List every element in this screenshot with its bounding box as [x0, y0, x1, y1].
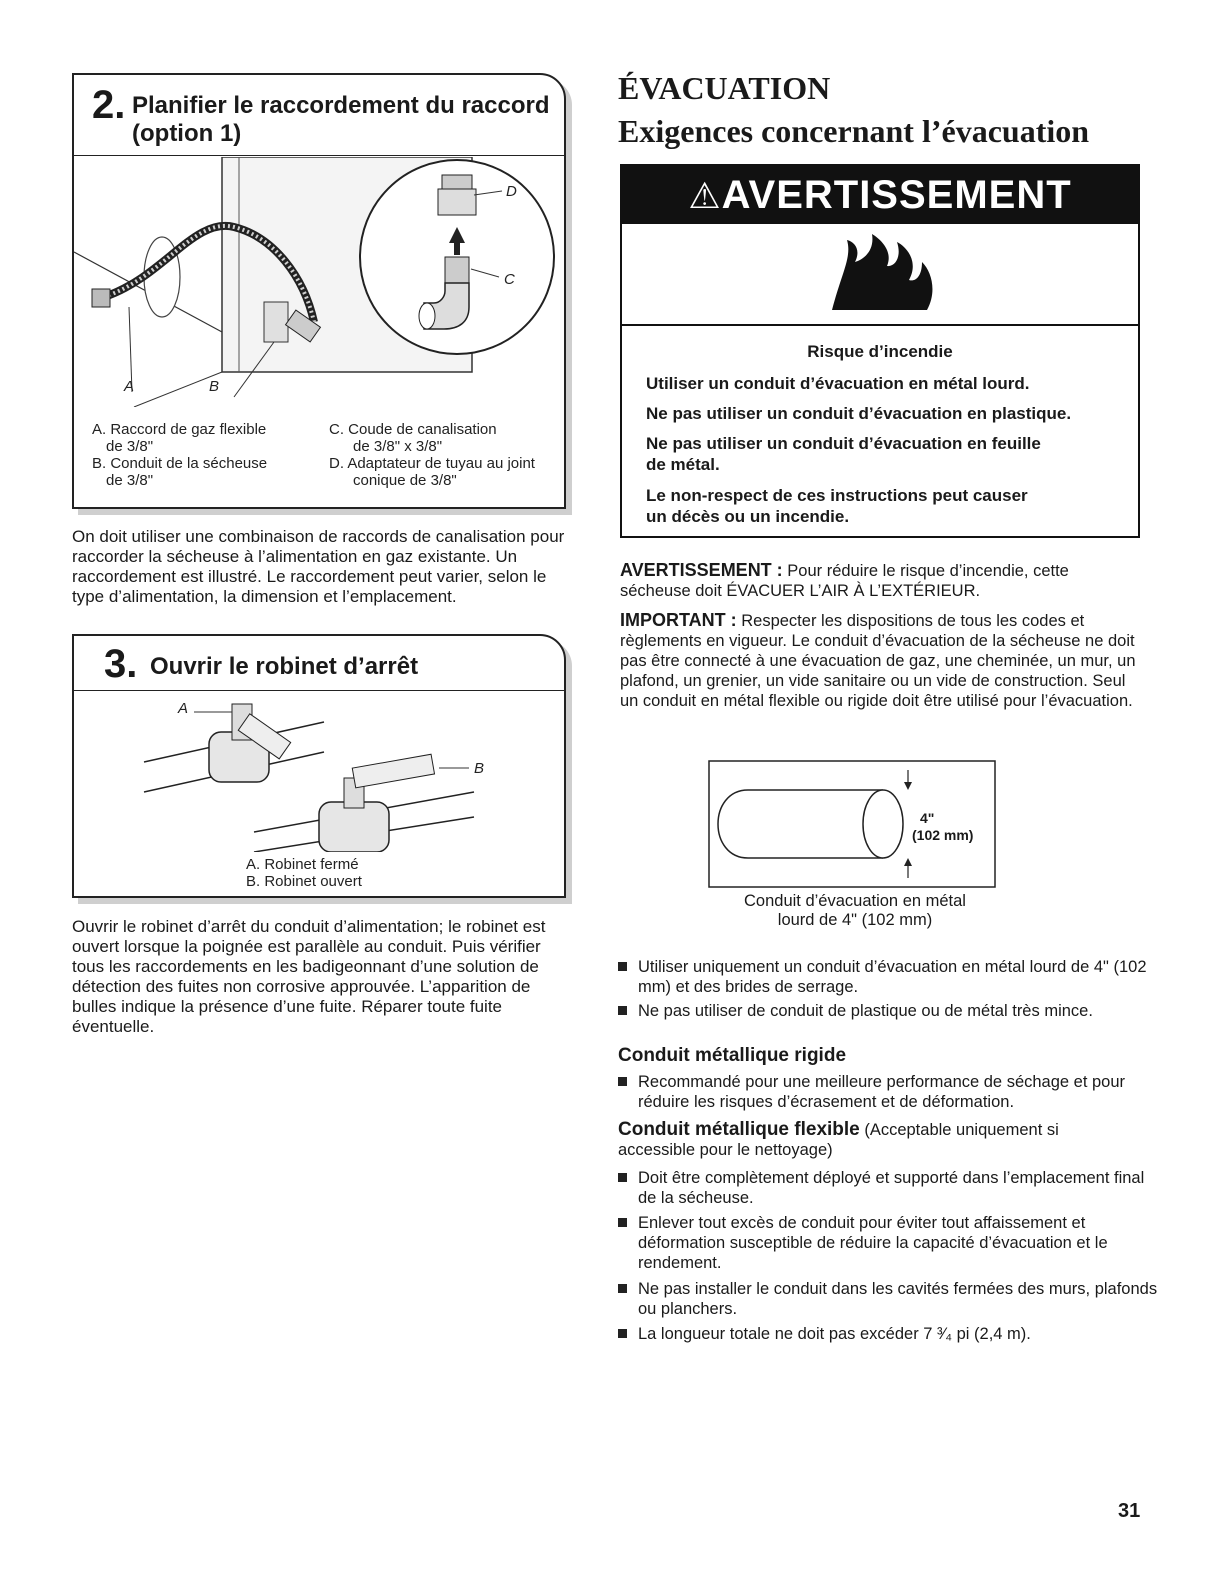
bullet-square-icon	[618, 1284, 627, 1293]
legend-closed-valve: A. Robinet fermé	[246, 856, 359, 873]
flex-bullet-2	[618, 1213, 1158, 1273]
bullet-text: Doit être complètement déployé et supporté dans l’emplacement final de la sécheuse.	[638, 1169, 1145, 1207]
duct-dimension-mm: (102 mm)	[912, 827, 974, 843]
section-title: ÉVACUATION	[618, 70, 831, 106]
legend-item-d: D. Adaptateur de tuyau au joint	[329, 455, 535, 472]
bullet-square-icon	[618, 962, 627, 971]
callout-valve-b: B	[474, 760, 485, 777]
warning-line-4b: un décès ou un incendie.	[646, 507, 850, 526]
duct-diagram	[708, 760, 998, 890]
important-label: IMPORTANT :	[620, 610, 737, 630]
rigid-duct-heading: Conduit métallique rigide	[618, 1045, 847, 1066]
callout-a: A	[124, 378, 135, 395]
legend-item-a-size: de 3/8"	[106, 438, 154, 455]
warning-risk: Risque d’incendie	[807, 342, 953, 361]
step-2-legend-right	[329, 421, 535, 489]
step-2-paragraph: On doit utiliser une combinaison de raccords de canalisation pour raccorder la sécheuse à l’alimentation en gaz existante. Un raccordement est illustré. Le raccordement peut varier, selon le type d’alimentation, la dimension et l’emplacement.	[72, 527, 565, 606]
warning-line-3b: de métal.	[646, 455, 720, 474]
step-3-number: 3.	[104, 642, 138, 686]
step-3-title: Ouvrir le robinet d’arrêt	[150, 653, 419, 680]
callout-c: C	[504, 271, 515, 288]
flex-bullet-3	[618, 1279, 1158, 1319]
warning-divider	[622, 324, 1138, 326]
duct-caption-2: lourd de 4" (102 mm)	[777, 911, 933, 929]
flex-bullet-1	[618, 1168, 1158, 1208]
step-3-header	[74, 636, 564, 691]
page-number: 31	[1118, 1500, 1141, 1522]
duct-caption-1: Conduit d’évacuation en métal	[744, 892, 966, 910]
step-3-paragraph: Ouvrir le robinet d’arrêt du conduit d’alimentation; le robinet est ouvert lorsque la poignée est parallèle au conduit. Puis vérifier tous les raccordements en les badigeonnant d’une solution de détection des fuites non corrosive approuvée. L’apparition de bulles indique la présence d’une fuite. Réparer toute fuite éventuelle.	[72, 917, 546, 1036]
important-paragraph	[620, 610, 1145, 711]
bullet-square-icon	[618, 1077, 627, 1086]
warning-banner-text: AVERTISSEMENT	[721, 173, 1072, 217]
warning-box	[620, 164, 1140, 538]
bullet-square-icon	[618, 1329, 627, 1338]
bullet-square-icon	[618, 1218, 627, 1227]
legend-item-b: B. Conduit de la sécheuse	[92, 455, 268, 472]
warning-banner	[622, 166, 1138, 224]
shutoff-valve-illustration	[74, 692, 560, 852]
step-2-title-line2: (option 1)	[132, 120, 242, 147]
bullet-square-icon	[618, 1006, 627, 1015]
duct-bullet-2	[618, 1001, 1158, 1021]
legend-item-c-size: de 3/8" x 3/8"	[353, 438, 443, 455]
bullet-text: Recommandé pour une meilleure performance de séchage et pour réduire les risques d’écrasement et de déformation.	[638, 1073, 1126, 1111]
step-3-box	[72, 634, 566, 898]
section-subtitle: Exigences concernant l’évacuation	[618, 113, 1090, 149]
bullet-text: Enlever tout excès de conduit pour éviter tout affaissement et déformation susceptible de réduire la capacité d’évacuation et le rendement.	[638, 1214, 1108, 1272]
step-2-box	[72, 73, 566, 509]
warning-paragraph-label: AVERTISSEMENT :	[620, 560, 783, 580]
bullet-text: Ne pas utiliser de conduit de plastique ou de métal très mince.	[638, 1002, 1093, 1020]
flexible-duct-heading	[618, 1120, 1138, 1160]
bullet-text: La longueur totale ne doit pas excéder 7 ³⁄₄ pi (2,4 m).	[638, 1325, 1031, 1343]
warning-paragraph	[620, 560, 1130, 601]
callout-b: B	[209, 378, 220, 395]
warning-line-4a: Le non-respect de ces instructions peut causer	[646, 486, 1028, 505]
duct-bullet-1	[618, 957, 1158, 997]
warning-line-1: Utiliser un conduit d’évacuation en métal lourd.	[646, 374, 1030, 393]
step-2-legend-left	[92, 421, 267, 489]
legend-item-c: C. Coude de canalisation	[329, 421, 497, 438]
legend-item-d-size: conique de 3/8"	[353, 472, 457, 489]
bullet-text: Ne pas installer le conduit dans les cavités fermées des murs, plafonds ou planchers.	[638, 1280, 1158, 1318]
fire-icon	[827, 232, 937, 312]
step-2-header	[74, 75, 564, 156]
warning-line-3a: Ne pas utiliser un conduit d’évacuation en feuille	[646, 434, 1041, 453]
warning-paragraph-text: Pour réduire le risque d’incendie, cette sécheuse doit ÉVACUER L’AIR À L’EXTÉRIEUR.	[620, 562, 1069, 600]
rigid-bullet-1	[618, 1072, 1158, 1112]
step-2-number: 2.	[92, 83, 126, 127]
flexible-duct-note: (Acceptable uniquement si accessible pour le nettoyage)	[618, 1121, 1059, 1159]
legend-item-a: A. Raccord de gaz flexible	[92, 421, 267, 438]
callout-valve-a: A	[178, 700, 189, 717]
step-2-title-line1: Planifier le raccordement du raccord	[132, 92, 550, 119]
step-3-legend	[246, 856, 362, 890]
legend-open-valve: B. Robinet ouvert	[246, 873, 362, 890]
flexible-duct-title: Conduit métallique flexible	[618, 1119, 860, 1140]
legend-item-b-size: de 3/8"	[106, 472, 154, 489]
callout-d: D	[506, 183, 517, 200]
gas-connection-illustration	[74, 157, 560, 407]
important-text: Respecter les dispositions de tous les codes et règlements en vigueur. Le conduit d’évacuation de la sécheuse ne doit pas être connecté à une évacuation de gaz, une cheminée, un mur, un plafond, un grenier, un vide sanitaire ou un vide de construction. Seul un conduit en métal flexible ou rigide doit être utilisé pour l’évacuation.	[620, 612, 1136, 710]
flex-bullet-4	[618, 1324, 1158, 1344]
warning-line-2: Ne pas utiliser un conduit d’évacuation en plastique.	[646, 404, 1072, 423]
bullet-square-icon	[618, 1173, 627, 1182]
bullet-text: Utiliser uniquement un conduit d’évacuation en métal lourd de 4" (102 mm) et des brides de serrage.	[638, 958, 1147, 996]
warning-triangle-icon: ⚠	[688, 175, 722, 216]
duct-dimension-inches: 4"	[920, 810, 935, 826]
